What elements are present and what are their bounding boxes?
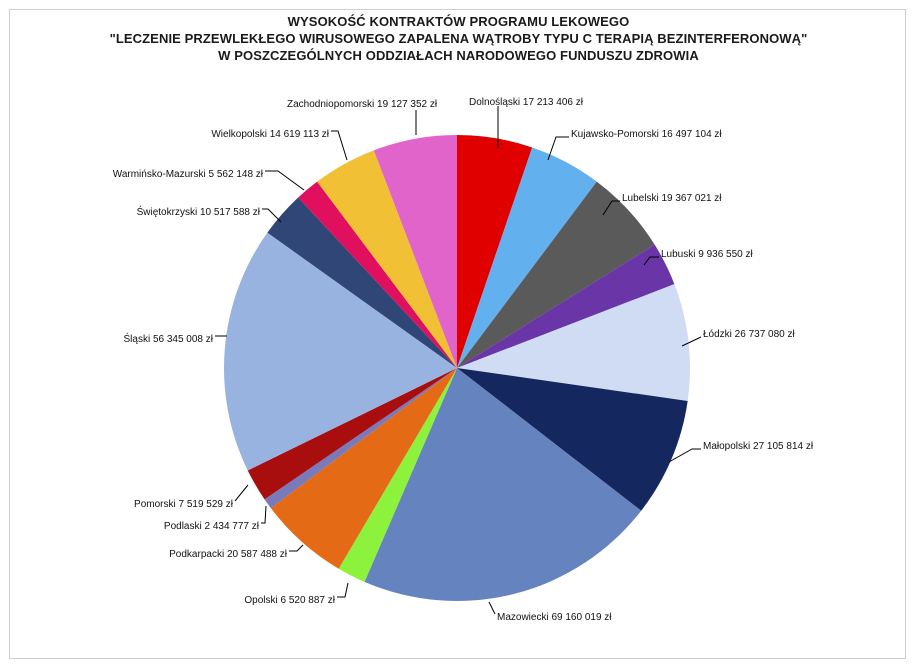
leader-line [489, 602, 495, 614]
chart-title-line-3: W POSZCZEGÓLNYCH ODDZIAŁACH NARODOWEGO FUNDUSZU ZDROWIA [218, 48, 699, 63]
data-label: Lubelski 19 367 021 zł [622, 193, 722, 204]
data-label: Warmińsko-Mazurski 5 562 148 zł [112, 169, 263, 180]
data-label: Zachodniopomorski 19 127 352 zł [287, 99, 438, 110]
data-label: Łódzki 26 737 080 zł [703, 329, 795, 340]
pie-slices [224, 135, 690, 601]
chart-title-line-1: WYSOKOŚĆ KONTRAKTÓW PROGRAMU LEKOWEGO [287, 14, 630, 29]
data-label: Kujawsko-Pomorski 16 497 104 zł [571, 129, 722, 140]
data-label: Mazowiecki 69 160 019 zł [497, 612, 612, 623]
data-label: Wielkopolski 14 619 113 zł [211, 129, 329, 140]
data-label: Świętokrzyski 10 517 588 zł [136, 207, 260, 218]
data-label: Dolnośląski 17 213 406 zł [469, 97, 583, 108]
leader-line [265, 171, 304, 190]
leader-line [261, 506, 266, 523]
data-label: Śląski 56 345 008 zł [123, 334, 213, 345]
data-label: Lubuski 9 936 550 zł [661, 249, 753, 260]
data-label: Opolski 6 520 887 zł [244, 595, 335, 606]
data-label: Podkarpacki 20 587 488 zł [169, 549, 287, 560]
chart-title-line-2: "LECZENIE PRZEWLEKŁEGO WIRUSOWEGO ZAPALENA WĄTROBY TYPU C TERAPIĄ BEZINTERFERONOWĄ" [109, 31, 808, 46]
leader-line [235, 485, 248, 501]
leader-line [337, 583, 348, 597]
data-label: Podlaski 2 434 777 zł [163, 521, 259, 532]
data-label: Małopolski 27 105 814 zł [703, 441, 814, 452]
leader-line [331, 131, 347, 160]
data-label: Pomorski 7 519 529 zł [134, 499, 233, 510]
leader-line [289, 545, 303, 551]
